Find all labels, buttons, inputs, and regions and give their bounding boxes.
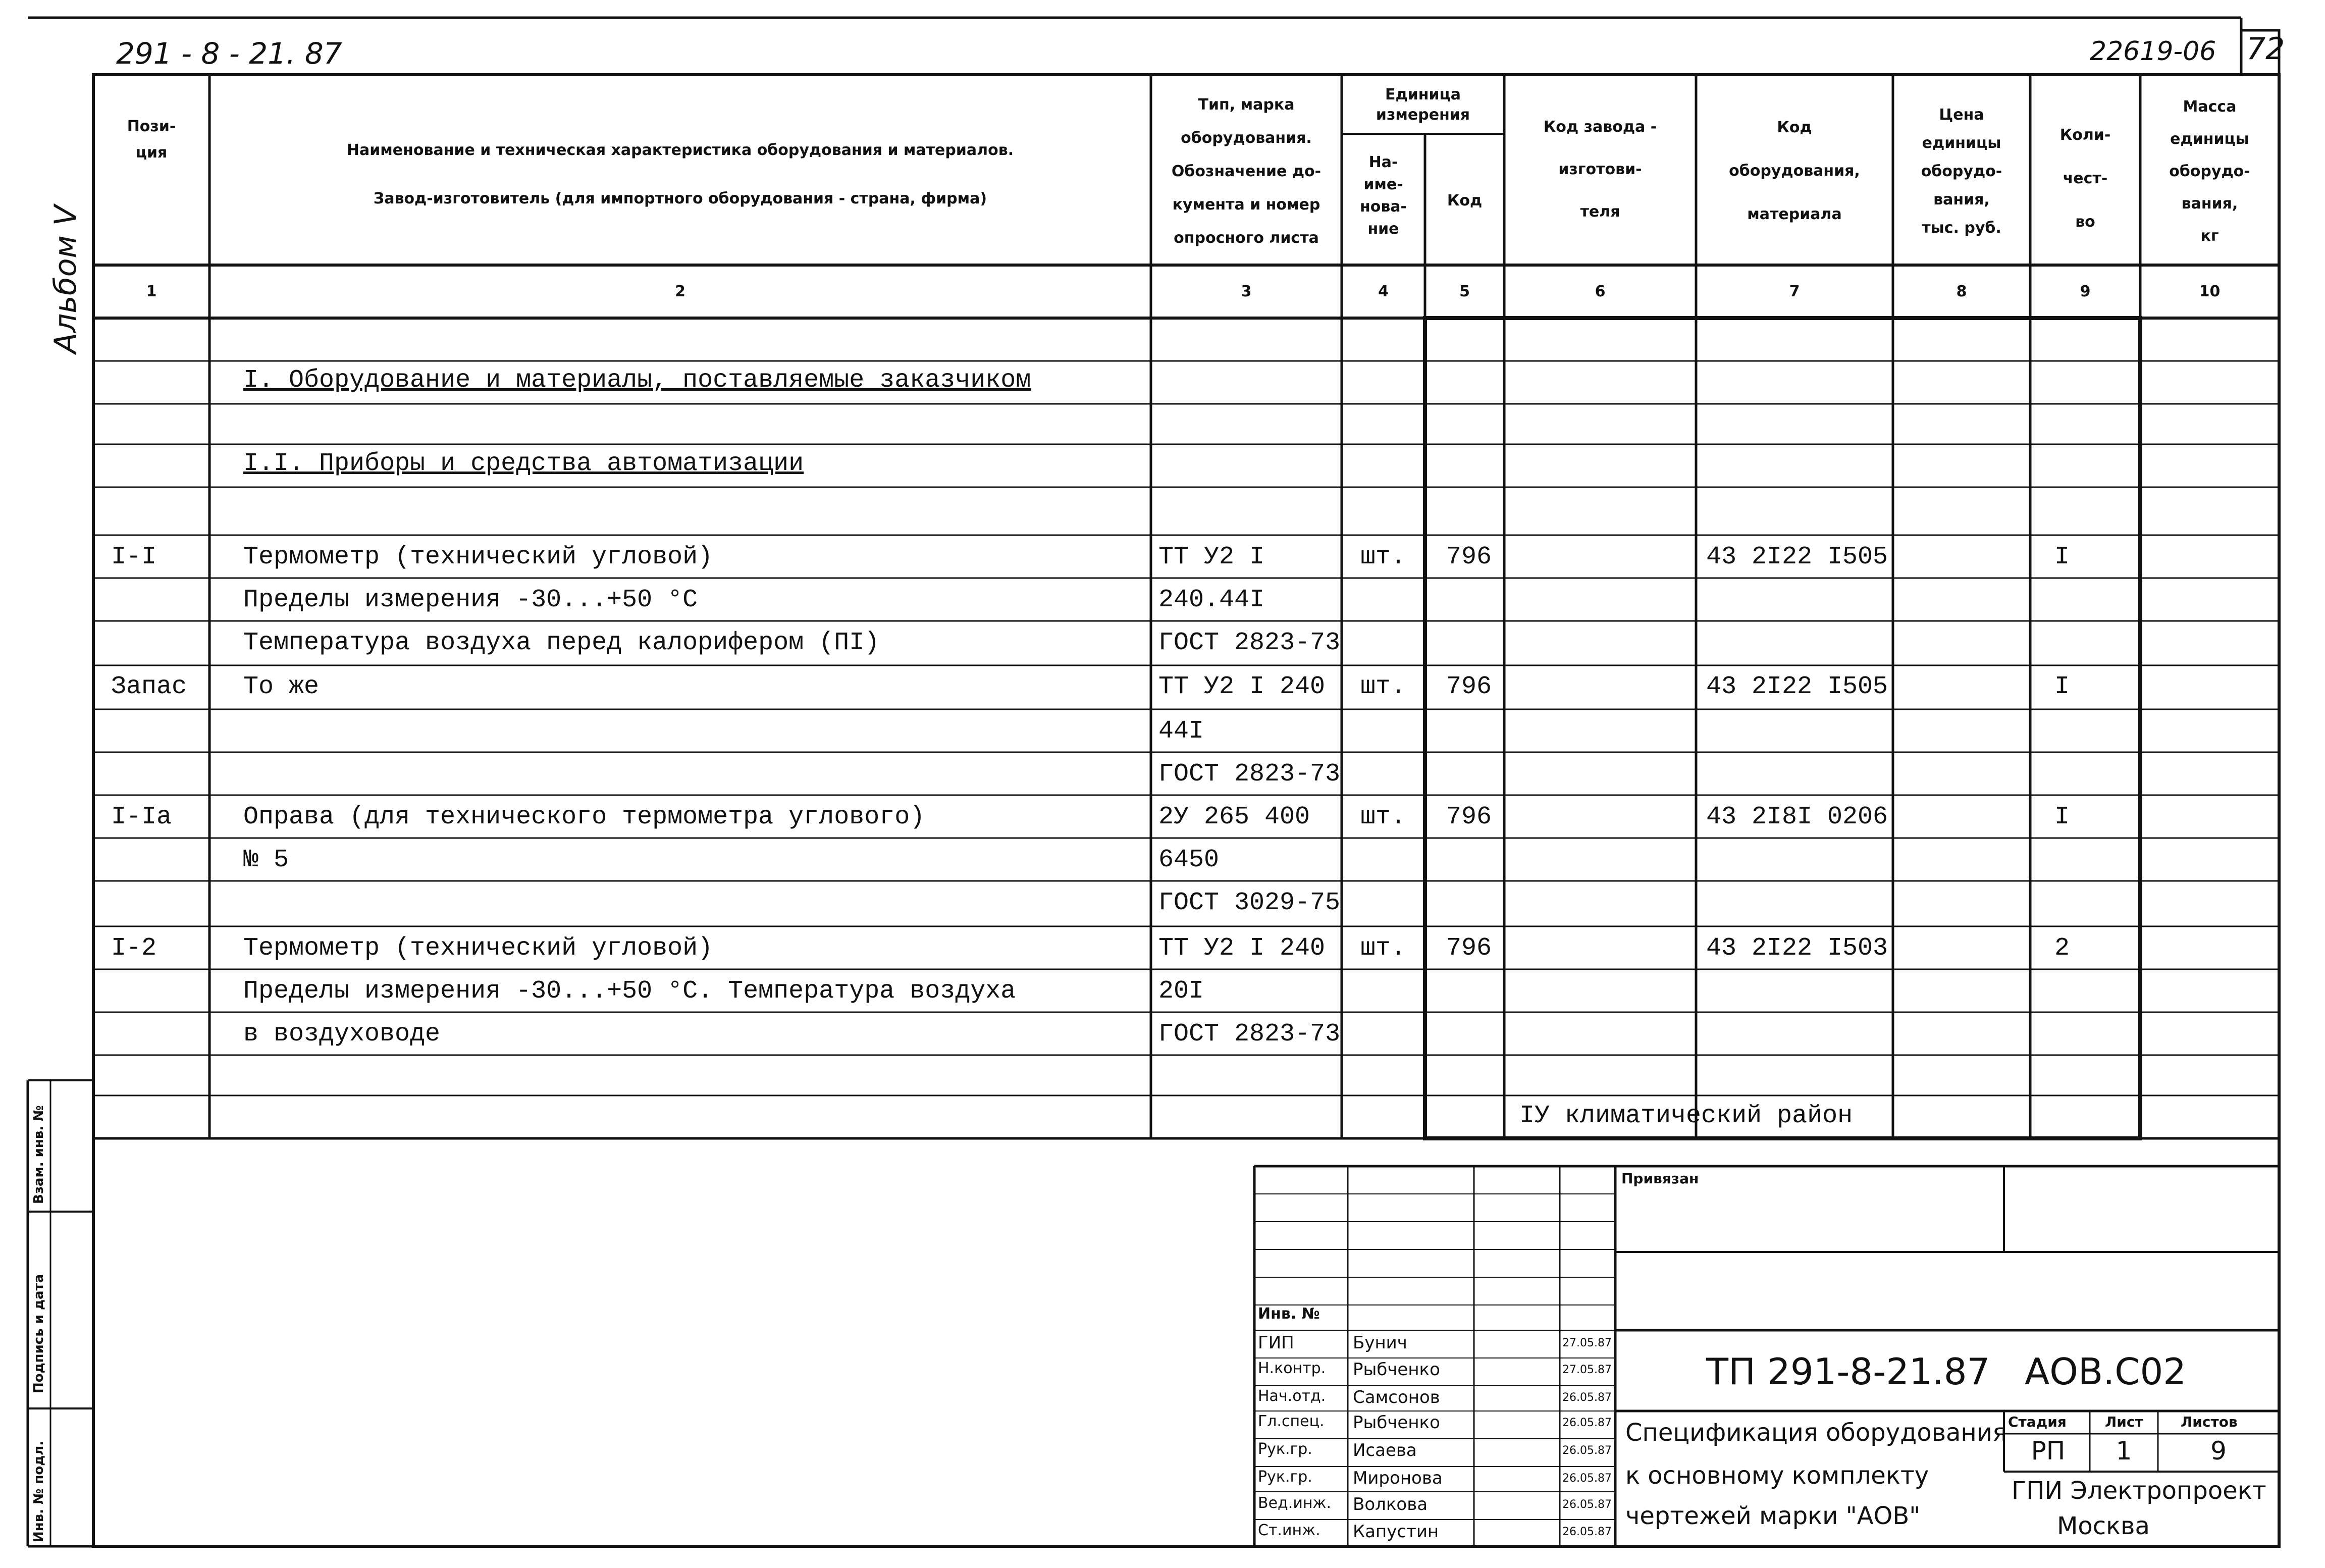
row-name: Оправа (для технического термометра углового) (243, 803, 925, 831)
stamp-name: Исаева (1353, 1440, 1417, 1460)
stamp-date: 27.05.87 (1562, 1364, 1612, 1376)
row-unit-code: 796 (1446, 672, 1492, 701)
stamp-date: 26.05.87 (1562, 1498, 1612, 1511)
stamp-role: Н.контр. (1258, 1360, 1326, 1377)
margin-vzam-inv: Взам. инв. № (31, 1105, 46, 1204)
margin-inv-original: Инв. № подл. (31, 1440, 46, 1542)
row-type: 240.44I (1158, 586, 1265, 614)
row-quantity: 2 (2054, 934, 2070, 963)
row-type: 2У 265 400 (1158, 803, 1310, 831)
row-name: Термометр (технический угловой) (243, 934, 713, 963)
column-number: 6 (1595, 283, 1606, 300)
climate-note: IУ климатический район (1519, 1102, 1853, 1130)
header-name: Наименование и техническая характеристика оборудования и материалов. Завод-изготовитель (для импортного оборудования - страна, фирма) (346, 141, 1014, 207)
column-number: 1 (146, 283, 157, 300)
header-equipment-code: Код оборудования, материала (1729, 119, 1860, 223)
stamp-role: Гл.спец. (1258, 1413, 1325, 1430)
header-unit-group: Единица измерения (1376, 86, 1470, 124)
row-type: ГОСТ 2823-73 (1158, 760, 1341, 789)
stamp-name: Бунич (1353, 1333, 1407, 1353)
sheet-number: 72 (2246, 31, 2285, 67)
row-position: I-2 (111, 934, 157, 963)
subsection-heading: I.I. Приборы и средства автоматизации (243, 449, 804, 478)
row-type: ГОСТ 2823-73 (1158, 629, 1341, 657)
stamp-role: Рук.гр. (1258, 1468, 1312, 1486)
row-position: Запас (111, 672, 187, 701)
stage-label: Стадия (2008, 1414, 2067, 1430)
column-number: 3 (1241, 283, 1252, 300)
header-unit-name: На- име- нова- ние (1359, 153, 1407, 238)
drawing-code-left: 291 - 8 - 21. 87 (116, 36, 342, 71)
row-unit: шт. (1360, 934, 1406, 963)
header-position: Пози- ция (127, 118, 176, 162)
header-quantity: Коли- чест- во (2059, 126, 2111, 231)
stamp-role: Нач.отд. (1258, 1387, 1326, 1405)
row-unit-code: 796 (1446, 543, 1492, 571)
row-name: Термометр (технический угловой) (243, 543, 713, 571)
row-unit: шт. (1360, 803, 1406, 831)
row-quantity: I (2054, 803, 2070, 831)
column-number: 4 (1378, 283, 1389, 300)
row-type: 6450 (1158, 846, 1220, 874)
row-type: ТТ У2 I 240 (1158, 934, 1326, 963)
margin-signature-date: Подпись и дата (31, 1274, 46, 1393)
stamp-date: 26.05.87 (1562, 1417, 1612, 1429)
row-quantity: I (2054, 672, 2070, 701)
row-equipment-code: 43 2I22 I505 (1706, 543, 1888, 571)
row-type: 20I (1158, 977, 1204, 1006)
document-code: ТП 291-8-21.87 АОВ.С02 (1706, 1350, 2187, 1393)
stamp-date: 26.05.87 (1562, 1472, 1612, 1485)
column-number: 7 (1789, 283, 1800, 300)
organization-city: Москва (2057, 1512, 2150, 1540)
row-name: Пределы измерения -30...+50 °С (243, 586, 698, 614)
row-unit: шт. (1360, 543, 1406, 571)
row-equipment-code: 43 2I22 I503 (1706, 934, 1888, 963)
inv-number-label: Инв. № (1258, 1305, 1320, 1323)
stamp-name: Миронова (1353, 1468, 1443, 1488)
row-name: То же (243, 672, 320, 701)
stamp-date: 26.05.87 (1562, 1444, 1612, 1457)
document-title-line: чертежей марки "АОВ" (1625, 1502, 1921, 1530)
stamp-name: Самсонов (1353, 1387, 1440, 1407)
row-name: Температура воздуха перед калорифером (ПI) (243, 629, 880, 657)
row-type: 44I (1158, 717, 1204, 746)
album-label: Альбом V (48, 205, 83, 353)
row-type: ГОСТ 2823-73 (1158, 1020, 1341, 1049)
row-unit-code: 796 (1446, 934, 1492, 963)
stage-value: РП (2031, 1436, 2066, 1466)
column-number: 8 (1956, 283, 1967, 300)
document-title-line: Спецификация оборудования (1625, 1419, 2007, 1447)
document-title-line: к основному комплекту (1625, 1461, 1929, 1490)
stamp-role: Вед.инж. (1258, 1494, 1331, 1512)
row-type: ТТ У2 I (1158, 543, 1265, 571)
column-number: 2 (675, 283, 685, 300)
column-number: 9 (2080, 283, 2091, 300)
stamp-role: Рук.гр. (1258, 1440, 1312, 1458)
header-price: Цена единицы оборудо- вания, тыс. руб. (1921, 106, 2002, 237)
row-unit-code: 796 (1446, 803, 1492, 831)
row-quantity: I (2054, 543, 2070, 571)
stamp-name: Рыбченко (1353, 1360, 1440, 1380)
column-number: 10 (2199, 283, 2221, 300)
stamp-role: Ст.инж. (1258, 1522, 1320, 1539)
stamp-date: 26.05.87 (1562, 1391, 1612, 1404)
row-position: I-Iа (111, 803, 172, 831)
row-name: Пределы измерения -30...+50 °С. Температура воздуха (243, 977, 1016, 1006)
stamp-name: Рыбченко (1353, 1413, 1440, 1433)
stamp-role: ГИП (1258, 1333, 1294, 1353)
organization-name: ГПИ Электропроект (2012, 1477, 2266, 1505)
header-mass: Масса единицы оборудо- вания, кг (2169, 98, 2250, 245)
row-equipment-code: 43 2I8I 0206 (1706, 803, 1888, 831)
stamp-date: 26.05.87 (1562, 1526, 1612, 1538)
sheets-label: Листов (2181, 1414, 2238, 1430)
header-factory-code: Код завода - изготови- теля (1543, 118, 1657, 221)
row-unit: шт. (1360, 672, 1406, 701)
sheet-label: Лист (2105, 1414, 2143, 1430)
row-position: I-I (111, 543, 157, 571)
row-type: ГОСТ 3029-75 (1158, 888, 1341, 917)
drawing-code-right: 22619-06 (2090, 36, 2216, 67)
sheets-value: 9 (2210, 1436, 2227, 1466)
stamp-name: Волкова (1353, 1494, 1428, 1514)
stamp-date: 27.05.87 (1562, 1337, 1612, 1349)
header-type: Тип, марка оборудования. Обозначение до- кумента и номер опросного листа (1171, 96, 1322, 247)
row-name: в воздуховоде (243, 1020, 441, 1049)
sheet-value: 1 (2116, 1436, 2132, 1466)
row-type: ТТ У2 I 240 (1158, 672, 1326, 701)
section-heading: I. Оборудование и материалы, поставляемые заказчиком (243, 366, 1031, 395)
stamp-name: Капустин (1353, 1522, 1439, 1542)
column-number: 5 (1459, 283, 1470, 300)
header-unit-code: Код (1447, 192, 1483, 210)
row-equipment-code: 43 2I22 I505 (1706, 672, 1888, 701)
privyazan-label: Привязан (1621, 1170, 1699, 1187)
row-name: № 5 (243, 846, 289, 874)
